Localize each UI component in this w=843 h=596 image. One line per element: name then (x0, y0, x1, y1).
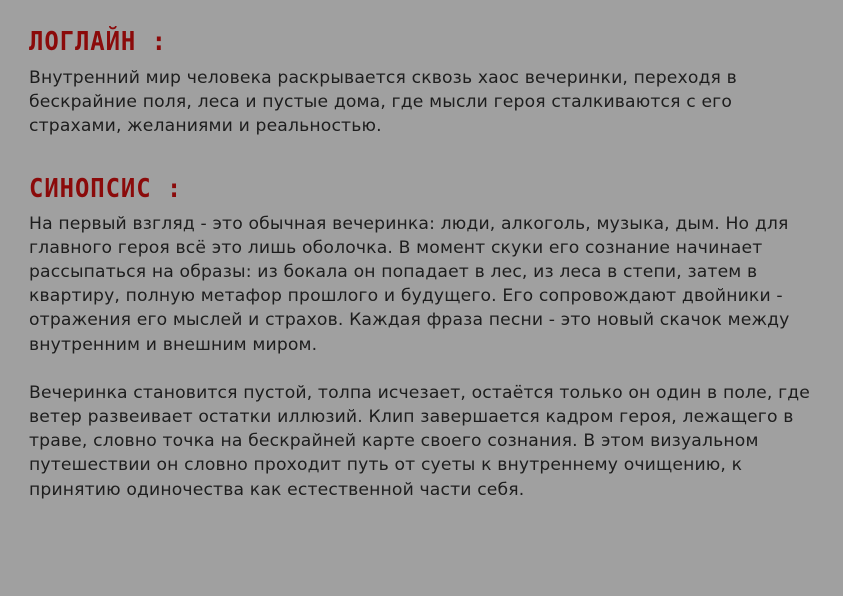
synopsis-heading: СИНОПСИС : (29, 173, 183, 204)
synopsis-section (29, 173, 815, 502)
logline-text: Внутренний мир человека раскрывается сквозь хаос вечеринки, переходя в бескрайние поля, леса и пустые дома, где мысли героя сталкиваются с его страхами, желаниями и реальностью. (29, 68, 737, 137)
synopsis-paragraph-2: Вечеринка становится пустой, толпа исчезает, остаётся только он один в поле, где ветер развеивает остатки иллюзий. Клип завершается кадром героя, лежащего в траве, словно точка на бескрайней карте своего сознания. В этом визуальном путешествии он словно проходит путь от суеты к внутреннему очищению, к принятию одиночества как естественной части себя. (29, 382, 811, 500)
logline-section (29, 26, 815, 139)
logline-heading: ЛОГЛАЙН : (29, 27, 167, 57)
synopsis-paragraph-1: На первый взгляд - это обычная вечеринка: люди, алкоголь, музыка, дым. Но для главного героя всё это лишь оболочка. В момент скуки его сознание начинает рассыпаться на образы: из бокала он попадает в лес, из леса в степи, затем в квартиру, полную метафор прошлого и будущего. Его сопровождают двойники - отражения его мыслей и страхов. Каждая фраза песни - это новый скачок между внутренним и внешним миром. (29, 213, 790, 355)
